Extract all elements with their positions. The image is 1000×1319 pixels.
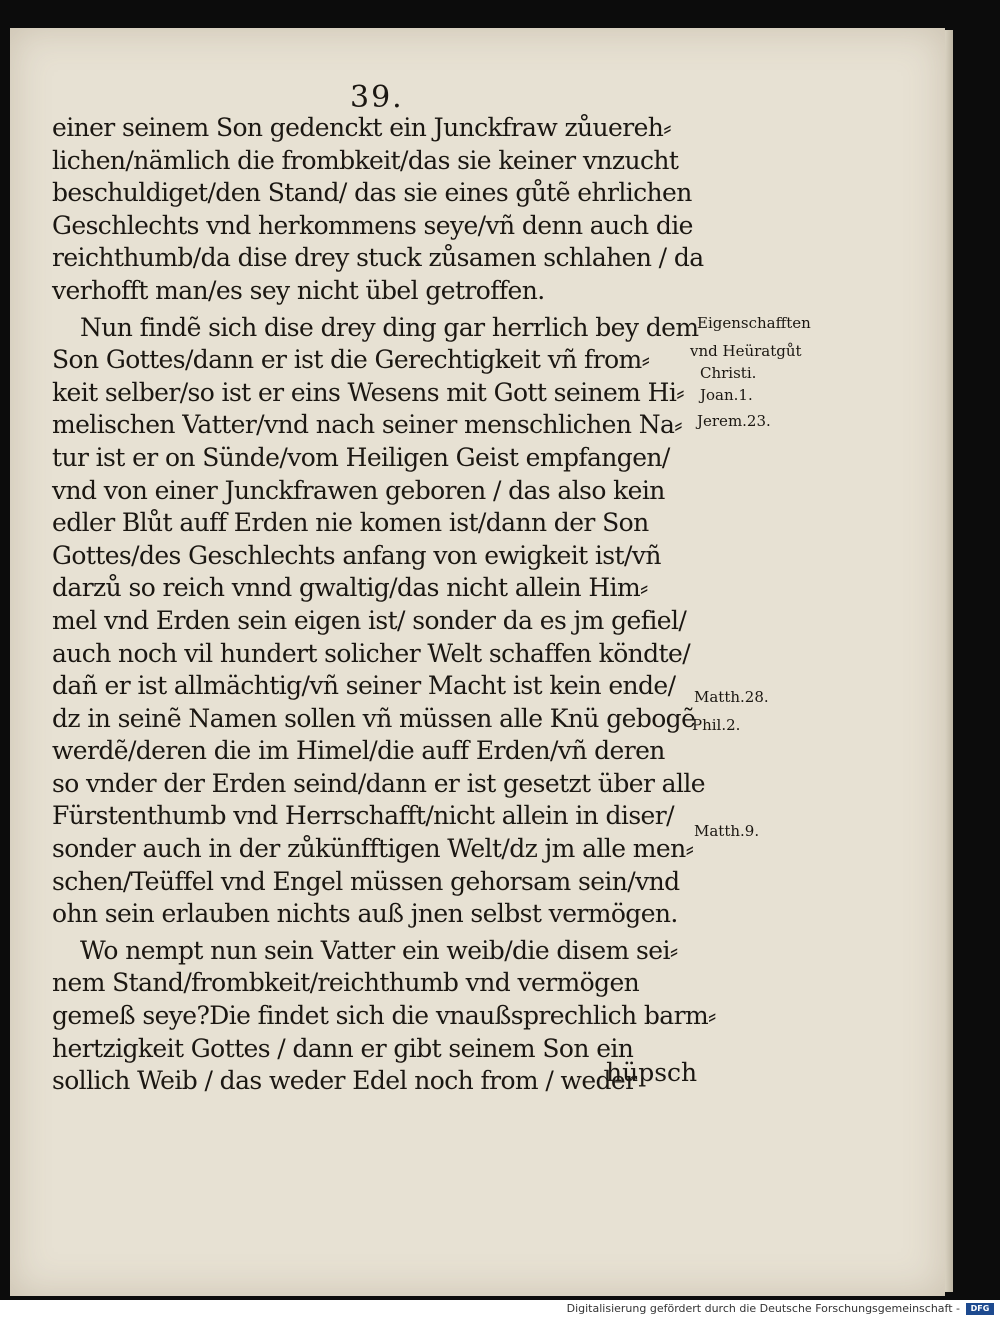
page-number: 39. <box>350 80 404 115</box>
text-line: werdẽ/deren die im Himel/die auff Erden/vñ deren <box>52 736 665 766</box>
text-line: so vnder der Erden seind/dann er ist gesetzt über alle <box>52 768 705 798</box>
text-line: Geschlechts vnd herkommens seye/vñ denn auch die <box>52 210 693 240</box>
text-line: nem Stand/frombkeit/reichthumb vnd vermögen <box>52 968 640 998</box>
text-line: mel vnd Erden sein eigen ist/ sonder da es jm gefiel/ <box>52 605 687 635</box>
catchword: hüpsch <box>606 1058 698 1087</box>
text-line: Nun findẽ sich dise drey ding gar herrlich bey dem <box>80 312 699 342</box>
text-line: Wo nempt nun sein Vatter ein weib/die disem sei⸗ <box>80 935 678 965</box>
text-line: einer seinem Son gedenckt ein Junckfraw zůuereh⸗ <box>52 113 672 142</box>
paragraph-1 <box>52 112 704 308</box>
marginal-note: Phil.2. <box>692 716 741 734</box>
text-line: dañ er ist allmächtig/vñ seiner Macht ist kein ende/ <box>52 671 676 701</box>
text-line: melischen Vatter/vnd nach seiner menschlichen Na⸗ <box>52 410 683 440</box>
text-line: edler Blůt auff Erden nie komen ist/dann der Son <box>52 508 649 538</box>
marginal-note: Matth.9. <box>694 822 760 840</box>
paragraph-3 <box>52 935 716 1098</box>
text-line: Fürstenthumb vnd Herrschafft/nicht allein in diser/ <box>52 801 674 831</box>
text-line: lichen/nämlich die frombkeit/das sie keiner vnzucht <box>52 145 679 175</box>
marginal-note: Jerem.23. <box>697 412 771 430</box>
footer <box>0 1300 1000 1319</box>
page-edge <box>945 30 953 1292</box>
text-line: reichthumb/da dise drey stuck zůsamen schlahen / da <box>52 243 704 273</box>
dfg-logo-icon[interactable]: DFG <box>966 1303 994 1315</box>
text-line: hertzigkeit Gottes / dann er gibt seinem Son ein <box>52 1033 634 1063</box>
text-line: gemeß seye?Die findet sich die vnaußsprechlich barm⸗ <box>52 1001 716 1031</box>
text-line: sonder auch in der zůkünfftigen Welt/dz jm alle men⸗ <box>52 834 694 864</box>
paragraph-2 <box>52 312 705 931</box>
marginal-note: Eigenschafften <box>697 314 811 332</box>
text-line: auch noch vil hundert solicher Welt schaffen köndte/ <box>52 638 691 668</box>
text-line: darzů so reich vnnd gwaltig/das nicht allein Him⸗ <box>52 573 648 603</box>
marginal-note: vnd Heüratgůt <box>690 342 802 360</box>
text-line: sollich Weib / das weder Edel noch from / weder <box>52 1066 637 1096</box>
text-line: Gottes/des Geschlechts anfang von ewigkeit ist/vñ <box>52 540 661 570</box>
text-line: ohn sein erlauben nichts auß jnen selbst vermögen. <box>52 899 678 929</box>
text-line: verhofft man/es sey nicht übel getroffen. <box>52 275 545 305</box>
marginal-note: Joan.1. <box>700 386 753 404</box>
text-line: Son Gottes/dann er ist die Gerechtigkeit vñ from⸗ <box>52 345 650 375</box>
text-line: schen/Teüffel vnd Engel müssen gehorsam sein/vnd <box>52 866 680 896</box>
text-line: keit selber/so ist er eins Wesens mit Gott seinem Hi⸗ <box>52 377 684 407</box>
text-line: beschuldiget/den Stand/ das sie eines gůtẽ ehrlichen <box>52 178 692 208</box>
text-line: tur ist er on Sünde/vom Heiligen Geist empfangen/ <box>52 442 670 472</box>
text-line: dz in seinẽ Namen sollen vñ müssen alle Knü gebogẽ <box>52 703 696 733</box>
marginal-note: Matth.28. <box>694 688 769 706</box>
text-line: vnd von einer Junckfrawen geboren / das also kein <box>52 475 665 505</box>
main-text <box>52 112 716 1098</box>
marginal-note: Christi. <box>700 364 757 382</box>
footer-credit: Digitalisierung gefördert durch die Deutsche Forschungsgemeinschaft - <box>566 1302 960 1315</box>
